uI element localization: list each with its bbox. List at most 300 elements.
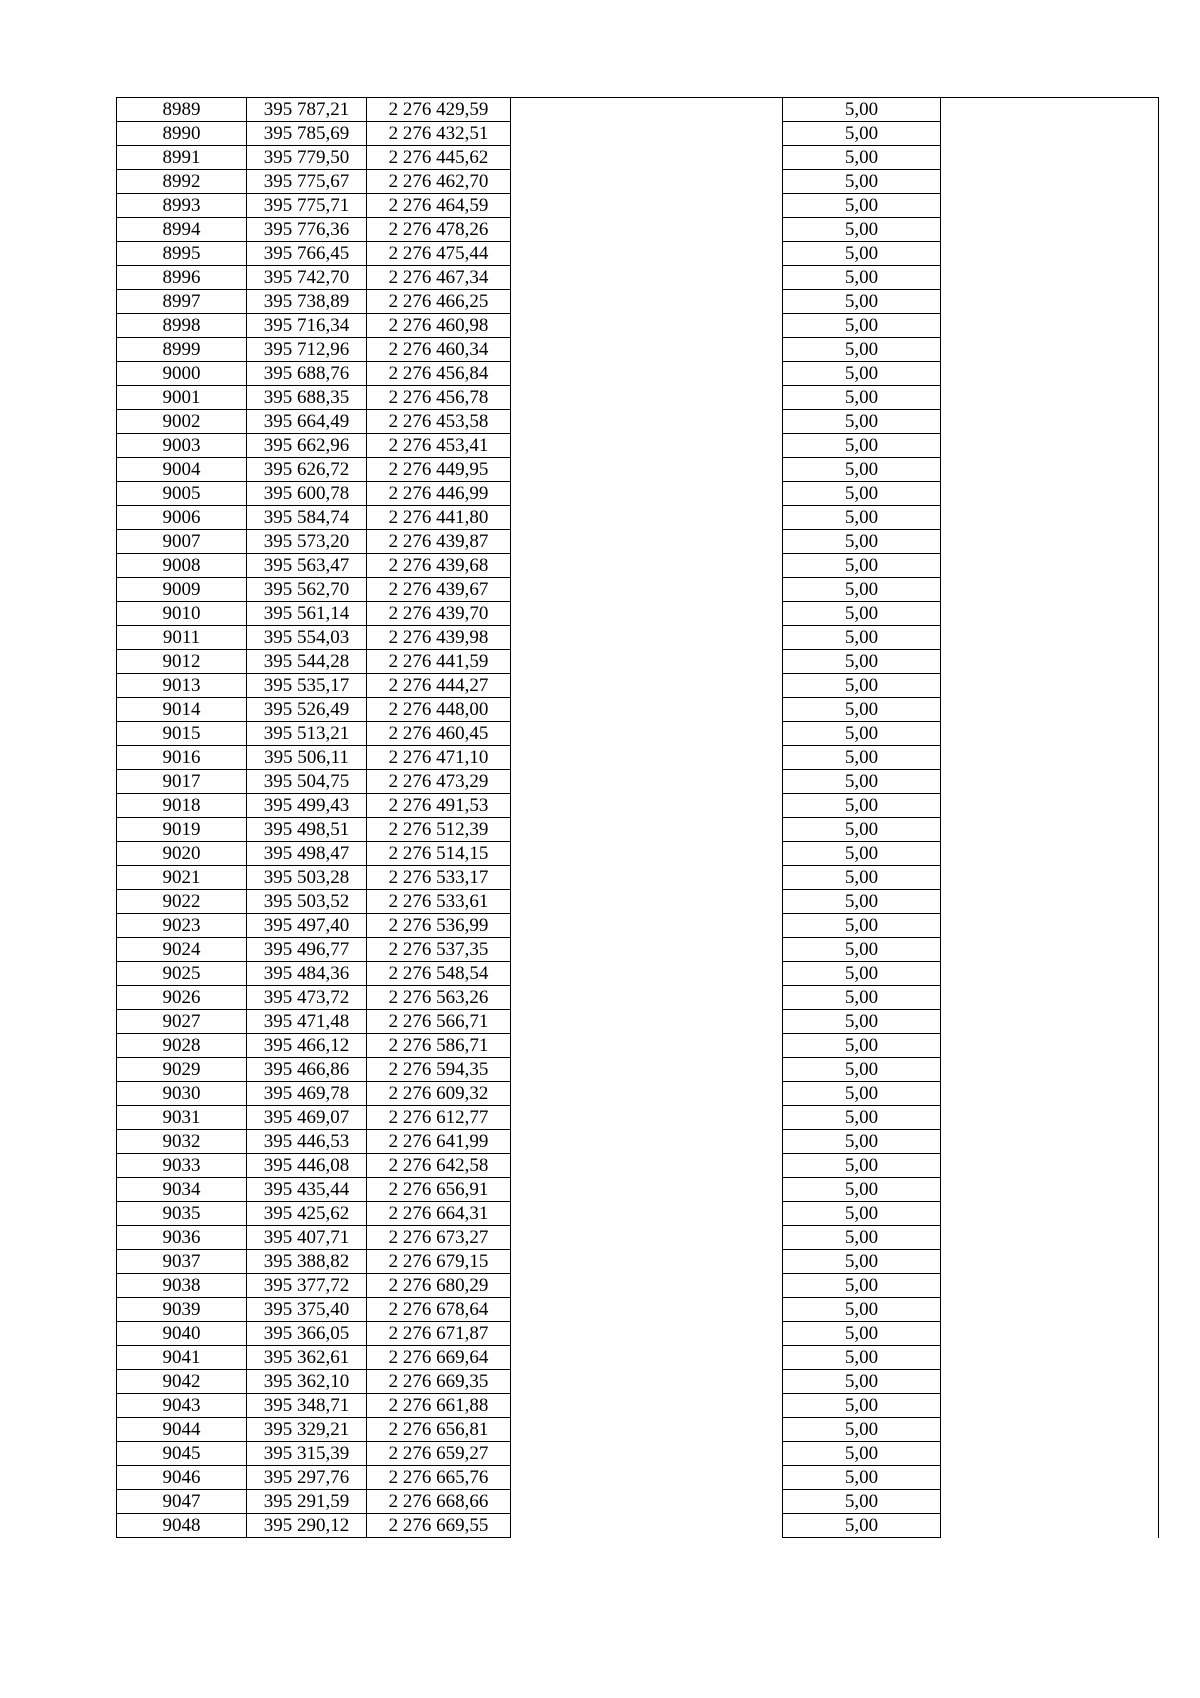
value-cell: 5,00 — [783, 818, 941, 842]
empty-cell — [511, 914, 783, 938]
value-cell: 5,00 — [783, 986, 941, 1010]
value-cell: 5,00 — [783, 1274, 941, 1298]
empty-cell — [941, 482, 1159, 506]
table-row — [117, 458, 1159, 482]
empty-cell — [511, 818, 783, 842]
table-row — [117, 674, 1159, 698]
empty-cell — [511, 962, 783, 986]
empty-cell — [511, 530, 783, 554]
y-coordinate-cell: 2 276 460,34 — [367, 338, 511, 362]
value-cell: 5,00 — [783, 1202, 941, 1226]
y-coordinate-cell: 2 276 548,54 — [367, 962, 511, 986]
value-cell: 5,00 — [783, 1226, 941, 1250]
empty-cell — [511, 650, 783, 674]
table-row — [117, 1274, 1159, 1298]
value-cell: 5,00 — [783, 890, 941, 914]
empty-cell — [941, 1202, 1159, 1226]
point-number-cell: 9028 — [117, 1034, 247, 1058]
empty-cell — [511, 554, 783, 578]
x-coordinate-cell: 395 513,21 — [247, 722, 367, 746]
table-row — [117, 170, 1159, 194]
table-row — [117, 938, 1159, 962]
value-cell: 5,00 — [783, 794, 941, 818]
point-number-cell: 9032 — [117, 1130, 247, 1154]
y-coordinate-cell: 2 276 478,26 — [367, 218, 511, 242]
x-coordinate-cell: 395 785,69 — [247, 122, 367, 146]
empty-cell — [941, 578, 1159, 602]
table-body — [117, 98, 1159, 1538]
empty-cell — [511, 578, 783, 602]
value-cell: 5,00 — [783, 722, 941, 746]
empty-cell — [941, 1010, 1159, 1034]
table-row — [117, 1466, 1159, 1490]
x-coordinate-cell: 395 562,70 — [247, 578, 367, 602]
y-coordinate-cell: 2 276 669,55 — [367, 1514, 511, 1538]
empty-cell — [511, 1298, 783, 1322]
x-coordinate-cell: 395 484,36 — [247, 962, 367, 986]
y-coordinate-cell: 2 276 453,41 — [367, 434, 511, 458]
table-row — [117, 1130, 1159, 1154]
value-cell: 5,00 — [783, 1394, 941, 1418]
table-row — [117, 98, 1159, 122]
x-coordinate-cell: 395 738,89 — [247, 290, 367, 314]
x-coordinate-cell: 395 497,40 — [247, 914, 367, 938]
y-coordinate-cell: 2 276 641,99 — [367, 1130, 511, 1154]
y-coordinate-cell: 2 276 441,80 — [367, 506, 511, 530]
empty-cell — [511, 1370, 783, 1394]
table-row — [117, 1514, 1159, 1538]
table-row — [117, 1034, 1159, 1058]
y-coordinate-cell: 2 276 441,59 — [367, 650, 511, 674]
table-row — [117, 1346, 1159, 1370]
table-row — [117, 338, 1159, 362]
empty-cell — [511, 794, 783, 818]
value-cell: 5,00 — [783, 338, 941, 362]
empty-cell — [511, 434, 783, 458]
empty-cell — [941, 866, 1159, 890]
point-number-cell: 9037 — [117, 1250, 247, 1274]
x-coordinate-cell: 395 688,76 — [247, 362, 367, 386]
table-row — [117, 314, 1159, 338]
table-row — [117, 1082, 1159, 1106]
value-cell: 5,00 — [783, 914, 941, 938]
y-coordinate-cell: 2 276 456,84 — [367, 362, 511, 386]
x-coordinate-cell: 395 662,96 — [247, 434, 367, 458]
x-coordinate-cell: 395 626,72 — [247, 458, 367, 482]
x-coordinate-cell: 395 315,39 — [247, 1442, 367, 1466]
table-row — [117, 242, 1159, 266]
x-coordinate-cell: 395 779,50 — [247, 146, 367, 170]
point-number-cell: 8999 — [117, 338, 247, 362]
empty-cell — [941, 1130, 1159, 1154]
point-number-cell: 9040 — [117, 1322, 247, 1346]
empty-cell — [511, 1082, 783, 1106]
point-number-cell: 8992 — [117, 170, 247, 194]
empty-cell — [511, 362, 783, 386]
y-coordinate-cell: 2 276 566,71 — [367, 1010, 511, 1034]
value-cell: 5,00 — [783, 530, 941, 554]
y-coordinate-cell: 2 276 673,27 — [367, 1226, 511, 1250]
point-number-cell: 9019 — [117, 818, 247, 842]
empty-cell — [941, 1154, 1159, 1178]
y-coordinate-cell: 2 276 439,98 — [367, 626, 511, 650]
x-coordinate-cell: 395 375,40 — [247, 1298, 367, 1322]
point-number-cell: 9042 — [117, 1370, 247, 1394]
x-coordinate-cell: 395 435,44 — [247, 1178, 367, 1202]
empty-cell — [941, 794, 1159, 818]
empty-cell — [511, 938, 783, 962]
y-coordinate-cell: 2 276 460,45 — [367, 722, 511, 746]
empty-cell — [511, 506, 783, 530]
empty-cell — [941, 938, 1159, 962]
empty-cell — [941, 1394, 1159, 1418]
value-cell: 5,00 — [783, 98, 941, 122]
y-coordinate-cell: 2 276 612,77 — [367, 1106, 511, 1130]
x-coordinate-cell: 395 712,96 — [247, 338, 367, 362]
y-coordinate-cell: 2 276 514,15 — [367, 842, 511, 866]
point-number-cell: 9038 — [117, 1274, 247, 1298]
value-cell: 5,00 — [783, 170, 941, 194]
x-coordinate-cell: 395 407,71 — [247, 1226, 367, 1250]
empty-cell — [941, 818, 1159, 842]
empty-cell — [511, 1250, 783, 1274]
point-number-cell: 9034 — [117, 1178, 247, 1202]
point-number-cell: 9024 — [117, 938, 247, 962]
empty-cell — [511, 146, 783, 170]
x-coordinate-cell: 395 775,67 — [247, 170, 367, 194]
y-coordinate-cell: 2 276 460,98 — [367, 314, 511, 338]
empty-cell — [511, 1346, 783, 1370]
table-row — [117, 578, 1159, 602]
table-row — [117, 434, 1159, 458]
value-cell: 5,00 — [783, 1490, 941, 1514]
y-coordinate-cell: 2 276 464,59 — [367, 194, 511, 218]
empty-cell — [511, 986, 783, 1010]
table-row — [117, 1298, 1159, 1322]
empty-cell — [511, 1442, 783, 1466]
point-number-cell: 9020 — [117, 842, 247, 866]
y-coordinate-cell: 2 276 471,10 — [367, 746, 511, 770]
y-coordinate-cell: 2 276 536,99 — [367, 914, 511, 938]
y-coordinate-cell: 2 276 439,70 — [367, 602, 511, 626]
table-row — [117, 1490, 1159, 1514]
empty-cell — [941, 1250, 1159, 1274]
table-row — [117, 122, 1159, 146]
y-coordinate-cell: 2 276 448,00 — [367, 698, 511, 722]
point-number-cell: 9011 — [117, 626, 247, 650]
x-coordinate-cell: 395 377,72 — [247, 1274, 367, 1298]
empty-cell — [941, 1106, 1159, 1130]
empty-cell — [511, 1274, 783, 1298]
x-coordinate-cell: 395 584,74 — [247, 506, 367, 530]
empty-cell — [511, 1130, 783, 1154]
table-row — [117, 362, 1159, 386]
point-number-cell: 9006 — [117, 506, 247, 530]
empty-cell — [511, 842, 783, 866]
point-number-cell: 9043 — [117, 1394, 247, 1418]
empty-cell — [941, 602, 1159, 626]
value-cell: 5,00 — [783, 1418, 941, 1442]
table-row — [117, 530, 1159, 554]
point-number-cell: 8997 — [117, 290, 247, 314]
y-coordinate-cell: 2 276 669,35 — [367, 1370, 511, 1394]
empty-cell — [941, 554, 1159, 578]
point-number-cell: 9035 — [117, 1202, 247, 1226]
table-row — [117, 554, 1159, 578]
point-number-cell: 9045 — [117, 1442, 247, 1466]
table-row — [117, 1394, 1159, 1418]
table-row — [117, 194, 1159, 218]
table-row — [117, 290, 1159, 314]
empty-cell — [511, 98, 783, 122]
value-cell: 5,00 — [783, 962, 941, 986]
empty-cell — [511, 266, 783, 290]
empty-cell — [941, 1466, 1159, 1490]
table-row — [117, 386, 1159, 410]
empty-cell — [941, 362, 1159, 386]
x-coordinate-cell: 395 469,78 — [247, 1082, 367, 1106]
value-cell: 5,00 — [783, 506, 941, 530]
value-cell: 5,00 — [783, 938, 941, 962]
y-coordinate-cell: 2 276 664,31 — [367, 1202, 511, 1226]
x-coordinate-cell: 395 473,72 — [247, 986, 367, 1010]
x-coordinate-cell: 395 388,82 — [247, 1250, 367, 1274]
x-coordinate-cell: 395 362,10 — [247, 1370, 367, 1394]
table-row — [117, 266, 1159, 290]
point-number-cell: 9047 — [117, 1490, 247, 1514]
y-coordinate-cell: 2 276 466,25 — [367, 290, 511, 314]
value-cell: 5,00 — [783, 866, 941, 890]
table-row — [117, 986, 1159, 1010]
point-number-cell: 9001 — [117, 386, 247, 410]
point-number-cell: 8998 — [117, 314, 247, 338]
value-cell: 5,00 — [783, 1082, 941, 1106]
x-coordinate-cell: 395 504,75 — [247, 770, 367, 794]
y-coordinate-cell: 2 276 586,71 — [367, 1034, 511, 1058]
y-coordinate-cell: 2 276 453,58 — [367, 410, 511, 434]
value-cell: 5,00 — [783, 362, 941, 386]
x-coordinate-cell: 395 573,20 — [247, 530, 367, 554]
value-cell: 5,00 — [783, 1034, 941, 1058]
value-cell: 5,00 — [783, 1322, 941, 1346]
empty-cell — [941, 146, 1159, 170]
y-coordinate-cell: 2 276 512,39 — [367, 818, 511, 842]
empty-cell — [941, 746, 1159, 770]
table-row — [117, 1154, 1159, 1178]
empty-cell — [511, 194, 783, 218]
empty-cell — [941, 506, 1159, 530]
x-coordinate-cell: 395 742,70 — [247, 266, 367, 290]
y-coordinate-cell: 2 276 678,64 — [367, 1298, 511, 1322]
y-coordinate-cell: 2 276 473,29 — [367, 770, 511, 794]
table-row — [117, 1322, 1159, 1346]
empty-cell — [941, 218, 1159, 242]
empty-cell — [941, 194, 1159, 218]
empty-cell — [511, 1202, 783, 1226]
point-number-cell: 9004 — [117, 458, 247, 482]
table-row — [117, 506, 1159, 530]
value-cell: 5,00 — [783, 1298, 941, 1322]
y-coordinate-cell: 2 276 533,61 — [367, 890, 511, 914]
empty-cell — [941, 1490, 1159, 1514]
y-coordinate-cell: 2 276 661,88 — [367, 1394, 511, 1418]
y-coordinate-cell: 2 276 439,67 — [367, 578, 511, 602]
table-row — [117, 722, 1159, 746]
x-coordinate-cell: 395 775,71 — [247, 194, 367, 218]
point-number-cell: 9003 — [117, 434, 247, 458]
point-number-cell: 9018 — [117, 794, 247, 818]
y-coordinate-cell: 2 276 439,68 — [367, 554, 511, 578]
x-coordinate-cell: 395 498,51 — [247, 818, 367, 842]
y-coordinate-cell: 2 276 456,78 — [367, 386, 511, 410]
empty-cell — [941, 698, 1159, 722]
value-cell: 5,00 — [783, 218, 941, 242]
point-number-cell: 8994 — [117, 218, 247, 242]
y-coordinate-cell: 2 276 491,53 — [367, 794, 511, 818]
y-coordinate-cell: 2 276 669,64 — [367, 1346, 511, 1370]
point-number-cell: 9029 — [117, 1058, 247, 1082]
table-row — [117, 1418, 1159, 1442]
point-number-cell: 9044 — [117, 1418, 247, 1442]
empty-cell — [941, 314, 1159, 338]
value-cell: 5,00 — [783, 386, 941, 410]
empty-cell — [511, 770, 783, 794]
point-number-cell: 9025 — [117, 962, 247, 986]
value-cell: 5,00 — [783, 1370, 941, 1394]
x-coordinate-cell: 395 787,21 — [247, 98, 367, 122]
empty-cell — [941, 842, 1159, 866]
point-number-cell: 9015 — [117, 722, 247, 746]
value-cell: 5,00 — [783, 194, 941, 218]
value-cell: 5,00 — [783, 314, 941, 338]
table-row — [117, 794, 1159, 818]
table-row — [117, 1370, 1159, 1394]
y-coordinate-cell: 2 276 444,27 — [367, 674, 511, 698]
empty-cell — [941, 1418, 1159, 1442]
table-row — [117, 770, 1159, 794]
x-coordinate-cell: 395 329,21 — [247, 1418, 367, 1442]
point-number-cell: 9009 — [117, 578, 247, 602]
x-coordinate-cell: 395 499,43 — [247, 794, 367, 818]
y-coordinate-cell: 2 276 432,51 — [367, 122, 511, 146]
value-cell: 5,00 — [783, 650, 941, 674]
y-coordinate-cell: 2 276 656,81 — [367, 1418, 511, 1442]
x-coordinate-cell: 395 526,49 — [247, 698, 367, 722]
value-cell: 5,00 — [783, 1010, 941, 1034]
table-row — [117, 842, 1159, 866]
x-coordinate-cell: 395 498,47 — [247, 842, 367, 866]
empty-cell — [511, 1010, 783, 1034]
value-cell: 5,00 — [783, 1514, 941, 1538]
empty-cell — [941, 1322, 1159, 1346]
empty-cell — [941, 1514, 1159, 1538]
y-coordinate-cell: 2 276 537,35 — [367, 938, 511, 962]
value-cell: 5,00 — [783, 674, 941, 698]
empty-cell — [511, 482, 783, 506]
x-coordinate-cell: 395 716,34 — [247, 314, 367, 338]
x-coordinate-cell: 395 776,36 — [247, 218, 367, 242]
table-row — [117, 698, 1159, 722]
empty-cell — [511, 698, 783, 722]
table-row — [117, 1226, 1159, 1250]
y-coordinate-cell: 2 276 449,95 — [367, 458, 511, 482]
empty-cell — [941, 890, 1159, 914]
empty-cell — [941, 770, 1159, 794]
empty-cell — [941, 986, 1159, 1010]
table-row — [117, 818, 1159, 842]
y-coordinate-cell: 2 276 609,32 — [367, 1082, 511, 1106]
point-number-cell: 9022 — [117, 890, 247, 914]
value-cell: 5,00 — [783, 1106, 941, 1130]
value-cell: 5,00 — [783, 698, 941, 722]
empty-cell — [511, 1226, 783, 1250]
point-number-cell: 9041 — [117, 1346, 247, 1370]
point-number-cell: 9000 — [117, 362, 247, 386]
table-row — [117, 1178, 1159, 1202]
table-row — [117, 146, 1159, 170]
value-cell: 5,00 — [783, 146, 941, 170]
x-coordinate-cell: 395 535,17 — [247, 674, 367, 698]
point-number-cell: 9005 — [117, 482, 247, 506]
point-number-cell: 9002 — [117, 410, 247, 434]
x-coordinate-cell: 395 600,78 — [247, 482, 367, 506]
value-cell: 5,00 — [783, 626, 941, 650]
x-coordinate-cell: 395 496,77 — [247, 938, 367, 962]
value-cell: 5,00 — [783, 602, 941, 626]
point-number-cell: 9021 — [117, 866, 247, 890]
point-number-cell: 9014 — [117, 698, 247, 722]
x-coordinate-cell: 395 766,45 — [247, 242, 367, 266]
point-number-cell: 8991 — [117, 146, 247, 170]
x-coordinate-cell: 395 425,62 — [247, 1202, 367, 1226]
x-coordinate-cell: 395 503,52 — [247, 890, 367, 914]
empty-cell — [941, 1346, 1159, 1370]
point-number-cell: 9023 — [117, 914, 247, 938]
y-coordinate-cell: 2 276 679,15 — [367, 1250, 511, 1274]
empty-cell — [941, 1034, 1159, 1058]
empty-cell — [511, 746, 783, 770]
empty-cell — [511, 1106, 783, 1130]
x-coordinate-cell: 395 563,47 — [247, 554, 367, 578]
empty-cell — [941, 1058, 1159, 1082]
value-cell: 5,00 — [783, 1442, 941, 1466]
empty-cell — [941, 386, 1159, 410]
point-number-cell: 9033 — [117, 1154, 247, 1178]
empty-cell — [511, 386, 783, 410]
x-coordinate-cell: 395 297,76 — [247, 1466, 367, 1490]
value-cell: 5,00 — [783, 482, 941, 506]
point-number-cell: 8995 — [117, 242, 247, 266]
table-row — [117, 410, 1159, 434]
value-cell: 5,00 — [783, 410, 941, 434]
empty-cell — [941, 1226, 1159, 1250]
empty-cell — [511, 1178, 783, 1202]
point-number-cell: 9048 — [117, 1514, 247, 1538]
value-cell: 5,00 — [783, 434, 941, 458]
x-coordinate-cell: 395 506,11 — [247, 746, 367, 770]
table-row — [117, 866, 1159, 890]
empty-cell — [511, 242, 783, 266]
y-coordinate-cell: 2 276 533,17 — [367, 866, 511, 890]
table-row — [117, 962, 1159, 986]
x-coordinate-cell: 395 362,61 — [247, 1346, 367, 1370]
empty-cell — [941, 1274, 1159, 1298]
x-coordinate-cell: 395 664,49 — [247, 410, 367, 434]
empty-cell — [511, 1034, 783, 1058]
x-coordinate-cell: 395 469,07 — [247, 1106, 367, 1130]
empty-cell — [941, 722, 1159, 746]
table-row — [117, 650, 1159, 674]
